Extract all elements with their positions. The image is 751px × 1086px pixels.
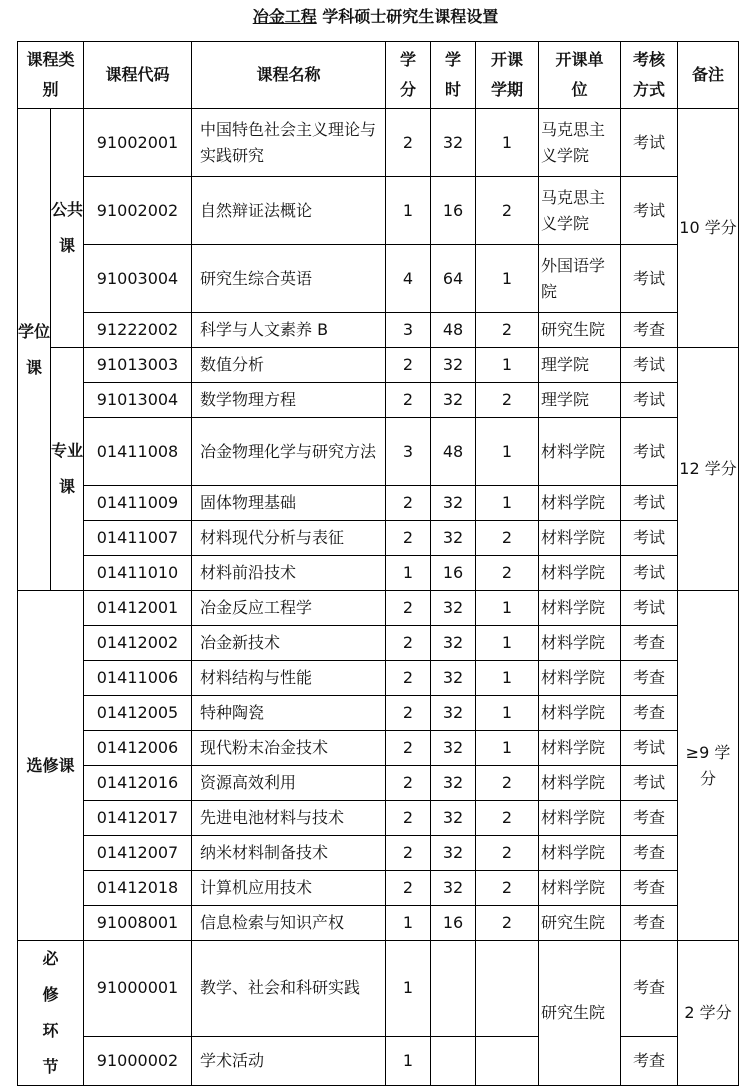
row-code: 01412005 (84, 696, 192, 731)
table-row (18, 731, 739, 766)
row-hours (431, 1036, 476, 1085)
table-row (18, 871, 739, 906)
row-credit: 2 (386, 109, 431, 177)
row-exam: 考查 (621, 661, 678, 696)
row-code: 01412006 (84, 731, 192, 766)
row-exam: 考查 (621, 1036, 678, 1085)
row-unit: 材料学院 (539, 486, 621, 521)
row-term: 1 (476, 696, 539, 731)
category-elective: 选修课 (18, 591, 84, 941)
table-row (18, 591, 739, 626)
row-code: 01411006 (84, 661, 192, 696)
row-credit: 4 (386, 245, 431, 313)
row-exam: 考试 (621, 521, 678, 556)
row-name: 数值分析 (192, 348, 386, 383)
row-hours: 32 (431, 383, 476, 418)
row-credit: 2 (386, 591, 431, 626)
table-row (18, 177, 739, 245)
header-row (18, 42, 739, 109)
table-row (18, 696, 739, 731)
row-credit: 1 (386, 941, 431, 1037)
category-degree: 学位课 (18, 109, 51, 591)
row-name: 中国特色社会主义理论与实践研究 (192, 109, 386, 177)
row-unit: 马克思主义学院 (539, 109, 621, 177)
row-unit: 材料学院 (539, 766, 621, 801)
table-row (18, 313, 739, 348)
table-row (18, 521, 739, 556)
header-unit: 开课单位 (539, 42, 621, 109)
row-hours: 32 (431, 696, 476, 731)
note-elective: ≥9 学分 (678, 591, 739, 941)
row-hours: 32 (431, 766, 476, 801)
category-required-link: 必修环节 (18, 941, 84, 1086)
row-unit: 材料学院 (539, 836, 621, 871)
row-name: 冶金新技术 (192, 626, 386, 661)
row-exam: 考查 (621, 313, 678, 348)
header-category: 课程类别 (18, 42, 84, 109)
page-title (0, 4, 751, 27)
table-row (18, 801, 739, 836)
row-name: 冶金反应工程学 (192, 591, 386, 626)
row-exam: 考试 (621, 383, 678, 418)
row-exam: 考试 (621, 177, 678, 245)
row-exam: 考查 (621, 801, 678, 836)
row-hours: 16 (431, 177, 476, 245)
row-credit: 2 (386, 731, 431, 766)
row-unit: 材料学院 (539, 556, 621, 591)
row-exam: 考查 (621, 906, 678, 941)
row-term: 2 (476, 766, 539, 801)
row-term: 1 (476, 486, 539, 521)
row-credit: 2 (386, 486, 431, 521)
table-row (18, 836, 739, 871)
category-major: 专业课 (51, 348, 84, 591)
category-public: 公共课 (51, 109, 84, 348)
row-credit: 2 (386, 383, 431, 418)
row-exam: 考查 (621, 696, 678, 731)
row-code: 91008001 (84, 906, 192, 941)
table-row (18, 486, 739, 521)
row-term: 1 (476, 626, 539, 661)
row-credit: 2 (386, 348, 431, 383)
row-unit: 材料学院 (539, 418, 621, 486)
row-term: 1 (476, 109, 539, 177)
row-name: 学术活动 (192, 1036, 386, 1085)
row-credit: 2 (386, 871, 431, 906)
row-credit: 2 (386, 626, 431, 661)
row-hours: 64 (431, 245, 476, 313)
row-hours: 32 (431, 591, 476, 626)
row-name: 研究生综合英语 (192, 245, 386, 313)
row-hours: 32 (431, 109, 476, 177)
row-unit: 研究生院 (539, 313, 621, 348)
table-row (18, 348, 739, 383)
row-code: 01412017 (84, 801, 192, 836)
row-code: 01412001 (84, 591, 192, 626)
row-exam: 考试 (621, 766, 678, 801)
row-name: 冶金物理化学与研究方法 (192, 418, 386, 486)
row-unit: 研究生院 (539, 906, 621, 941)
table-row (18, 1036, 739, 1085)
row-code: 01412007 (84, 836, 192, 871)
row-unit: 材料学院 (539, 521, 621, 556)
row-unit: 理学院 (539, 348, 621, 383)
row-hours: 32 (431, 801, 476, 836)
row-exam: 考试 (621, 731, 678, 766)
table-row (18, 418, 739, 486)
row-credit: 1 (386, 1036, 431, 1085)
row-term: 2 (476, 313, 539, 348)
row-term: 1 (476, 661, 539, 696)
row-hours: 32 (431, 871, 476, 906)
table-row (18, 906, 739, 941)
header-credit: 学分 (386, 42, 431, 109)
row-name: 纳米材料制备技术 (192, 836, 386, 871)
row-credit: 2 (386, 836, 431, 871)
row-exam: 考查 (621, 941, 678, 1037)
header-term: 开课学期 (476, 42, 539, 109)
header-note: 备注 (678, 42, 739, 109)
row-name: 教学、社会和科研实践 (192, 941, 386, 1037)
row-hours: 16 (431, 556, 476, 591)
row-term: 2 (476, 383, 539, 418)
row-name: 数学物理方程 (192, 383, 386, 418)
header-name: 课程名称 (192, 42, 386, 109)
note-major: 12 学分 (678, 348, 739, 591)
row-code: 91003004 (84, 245, 192, 313)
table-row (18, 383, 739, 418)
row-hours: 16 (431, 906, 476, 941)
row-name: 材料现代分析与表征 (192, 521, 386, 556)
row-term: 1 (476, 591, 539, 626)
row-term: 1 (476, 418, 539, 486)
title-major: 冶金工程 (252, 7, 317, 26)
row-code: 91013003 (84, 348, 192, 383)
row-term: 2 (476, 521, 539, 556)
row-code: 91000002 (84, 1036, 192, 1085)
row-exam: 考试 (621, 348, 678, 383)
header-code: 课程代码 (84, 42, 192, 109)
row-credit: 2 (386, 696, 431, 731)
row-code: 01412016 (84, 766, 192, 801)
row-code: 01412018 (84, 871, 192, 906)
row-code: 01411008 (84, 418, 192, 486)
row-exam: 考试 (621, 245, 678, 313)
row-exam: 考试 (621, 556, 678, 591)
row-unit: 材料学院 (539, 731, 621, 766)
row-term: 1 (476, 731, 539, 766)
row-unit: 材料学院 (539, 661, 621, 696)
table-row (18, 941, 739, 1037)
row-name: 特种陶瓷 (192, 696, 386, 731)
row-code: 91002002 (84, 177, 192, 245)
row-hours: 48 (431, 313, 476, 348)
row-exam: 考试 (621, 486, 678, 521)
table-row (18, 245, 739, 313)
row-name: 自然辩证法概论 (192, 177, 386, 245)
row-name: 信息检索与知识产权 (192, 906, 386, 941)
row-name: 计算机应用技术 (192, 871, 386, 906)
row-name: 科学与人文素养 B (192, 313, 386, 348)
row-unit: 理学院 (539, 383, 621, 418)
table-row (18, 661, 739, 696)
row-name: 固体物理基础 (192, 486, 386, 521)
row-credit: 1 (386, 556, 431, 591)
table-row (18, 556, 739, 591)
row-hours: 32 (431, 521, 476, 556)
row-term: 1 (476, 245, 539, 313)
row-term (476, 941, 539, 1037)
note-public: 10 学分 (678, 109, 739, 348)
row-name: 资源高效利用 (192, 766, 386, 801)
row-code: 91000001 (84, 941, 192, 1037)
row-unit: 材料学院 (539, 591, 621, 626)
row-name: 材料前沿技术 (192, 556, 386, 591)
row-unit: 材料学院 (539, 871, 621, 906)
row-term: 2 (476, 871, 539, 906)
row-hours: 32 (431, 661, 476, 696)
row-credit: 3 (386, 313, 431, 348)
row-code: 01411010 (84, 556, 192, 591)
header-exam: 考核方式 (621, 42, 678, 109)
row-exam: 考试 (621, 418, 678, 486)
row-code: 01411007 (84, 521, 192, 556)
row-code: 91013004 (84, 383, 192, 418)
table-row (18, 626, 739, 661)
row-term: 2 (476, 556, 539, 591)
row-term: 1 (476, 348, 539, 383)
row-unit: 材料学院 (539, 626, 621, 661)
title-rest: 学科硕士研究生课程设置 (316, 7, 499, 26)
row-unit: 马克思主义学院 (539, 177, 621, 245)
row-hours: 32 (431, 626, 476, 661)
header-hours: 学时 (431, 42, 476, 109)
row-hours: 32 (431, 486, 476, 521)
row-hours (431, 941, 476, 1037)
row-code: 91002001 (84, 109, 192, 177)
row-unit: 材料学院 (539, 696, 621, 731)
row-term: 2 (476, 906, 539, 941)
row-credit: 2 (386, 801, 431, 836)
row-code: 91222002 (84, 313, 192, 348)
row-term: 2 (476, 836, 539, 871)
row-code: 01412002 (84, 626, 192, 661)
row-unit: 材料学院 (539, 801, 621, 836)
row-exam: 考试 (621, 109, 678, 177)
row-name: 材料结构与性能 (192, 661, 386, 696)
row-credit: 2 (386, 521, 431, 556)
row-credit: 1 (386, 906, 431, 941)
row-term (476, 1036, 539, 1085)
row-credit: 2 (386, 661, 431, 696)
table-row (18, 766, 739, 801)
row-term: 2 (476, 177, 539, 245)
row-credit: 3 (386, 418, 431, 486)
table-row (18, 109, 739, 177)
row-hours: 32 (431, 348, 476, 383)
row-hours: 32 (431, 731, 476, 766)
row-unit: 外国语学院 (539, 245, 621, 313)
row-exam: 考查 (621, 626, 678, 661)
row-exam: 考试 (621, 591, 678, 626)
row-unit: 研究生院 (539, 941, 621, 1086)
row-code: 01411009 (84, 486, 192, 521)
row-exam: 考查 (621, 836, 678, 871)
row-term: 2 (476, 801, 539, 836)
row-hours: 32 (431, 836, 476, 871)
row-credit: 1 (386, 177, 431, 245)
row-credit: 2 (386, 766, 431, 801)
note-required-link: 2 学分 (678, 941, 739, 1086)
row-name: 现代粉末冶金技术 (192, 731, 386, 766)
row-exam: 考查 (621, 871, 678, 906)
row-name: 先进电池材料与技术 (192, 801, 386, 836)
course-table (17, 41, 739, 1086)
row-hours: 48 (431, 418, 476, 486)
